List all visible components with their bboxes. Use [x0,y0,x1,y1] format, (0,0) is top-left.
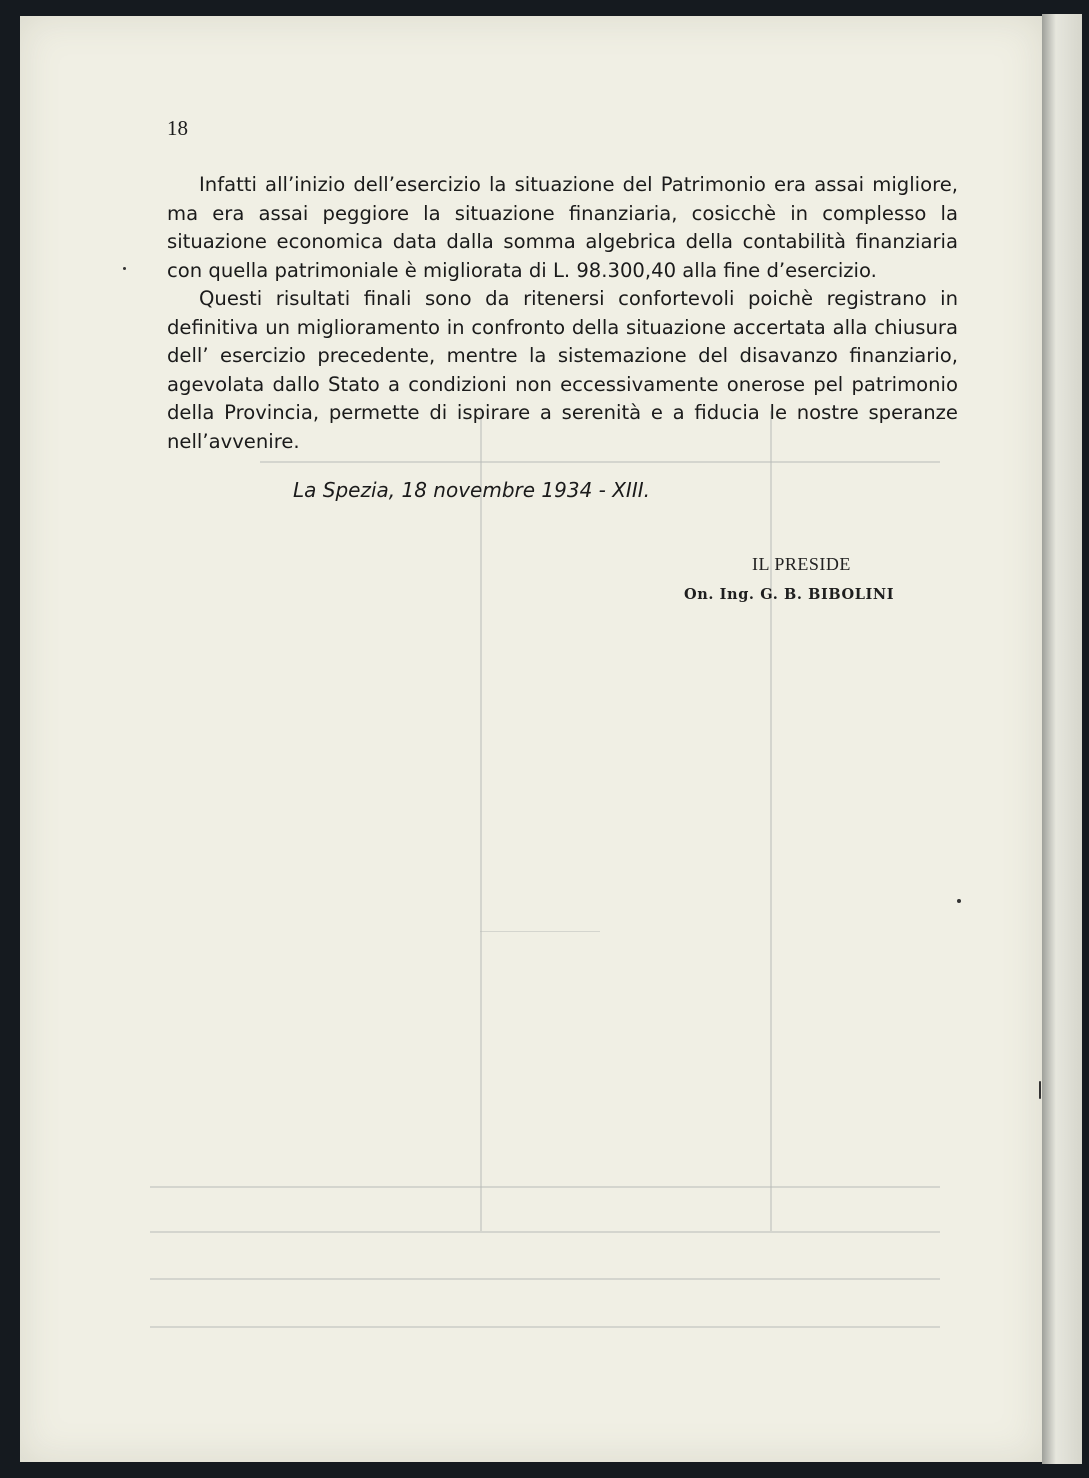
bleed-through-rule [770,411,772,1231]
paragraph-1: Infatti all’inizio dell’esercizio la situazione del Patrimonio era assai migliore, ma era assai peggiore la situazione finanziaria, cosicchè in complesso la situazione economica data dalla somma algebrica della contabilità finanziaria con quella patrimoniale è migliorata di L. 98.300,40 alla fine d’esercizio. [167,173,958,282]
signature-title: IL PRESIDE [752,554,851,574]
bleed-through-rule [480,411,482,1231]
signature-name: On. Ing. G. B. BIBOLINI [684,586,895,603]
page-number: 18 [167,116,188,140]
body-text [167,171,958,456]
bleed-through-rule [150,1278,940,1280]
document-page [20,16,1042,1462]
bleed-through-rule [150,1326,940,1328]
bleed-through-rule [260,461,940,463]
paper-speck [123,267,126,270]
paper-speck [1039,1081,1041,1099]
date-line: La Spezia, 18 novembre 1934 - XIII. [293,478,650,502]
paper-speck [957,899,961,903]
paragraph-2: Questi risultati finali sono da ritenersi confortevoli poichè registrano in definitiva un miglioramento in confronto della situazione accertata alla chiusura dell’ esercizio precedente, mentre la sistemazione del disavanzo finanziario, agevolata dallo Stato a condizioni non eccessivamente onerose pel patrimonio della Provincia, permette di ispirare a serenità e a fiducia le nostre speranze nell’avvenire. [167,287,958,453]
next-page-edge [1042,14,1082,1464]
bleed-through-rule [480,931,600,932]
bleed-through-rule [150,1231,940,1233]
bleed-through-rule [150,1186,940,1188]
